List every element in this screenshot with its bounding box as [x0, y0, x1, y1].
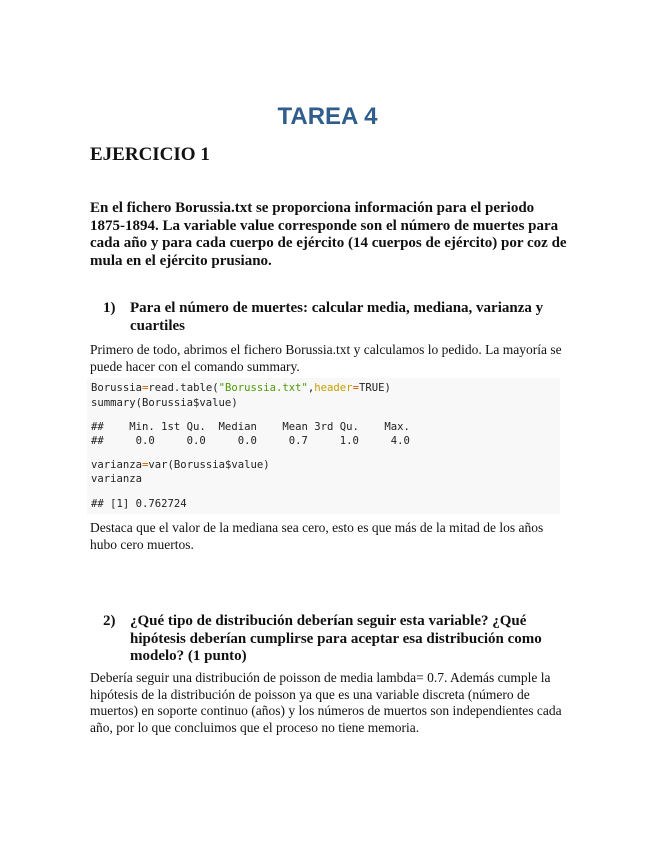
answer-paragraph-2: Destaca que el valor de la mediana sea cero, esto es que más de la mitad de los años hubo cero muertos.: [90, 520, 544, 552]
question-number: 2): [103, 613, 116, 629]
answer-paragraph-1: Primero de todo, abrimos el fichero Borussia.txt y calculamos lo pedido. La mayoría se puede hacer con el comando summary.: [90, 342, 562, 374]
section-heading: EJERCICIO 1: [90, 144, 210, 165]
code-line: Borussia=read.table("Borussia.txt",header=TRUE): [91, 382, 391, 394]
code-output: ## [1] 0.762724: [91, 498, 187, 510]
answer-paragraph-3: Debería seguir una distribución de poisson de media lambda= 0.7. Además cumple la hipótesis de la distribución de poisson ya que es una variable discreta (número de muertos) en soporte continuo (años) y los números de muertos son independientes cada año, por lo que concluimos que el proceso no tiene memoria.: [90, 670, 562, 735]
question-text: Para el número de muertes: calcular media, mediana, varianza y cuartiles: [130, 300, 544, 334]
code-line: varianza=var(Borussia$value): [91, 459, 270, 471]
code-block: [87, 378, 560, 514]
question-2: [90, 613, 560, 666]
question-number: 1): [103, 300, 116, 316]
code-output: ## Min. 1st Qu. Median Mean 3rd Qu. Max.: [91, 421, 410, 433]
code-line: summary(Borussia$value): [91, 397, 238, 409]
question-text: ¿Qué tipo de distribución deberían seguir esta variable? ¿Qué hipótesis deberían cumplirse para aceptar esa distribución como modelo? (1 punto): [130, 613, 542, 664]
intro-paragraph: En el fichero Borussia.txt se proporciona información para el periodo 1875-1894. La variable value corresponde son el número de muertes para cada año y para cada cuerpo de ejército (14 cuerpos de ejército) por coz de mula en el ejército prusiano.: [90, 200, 567, 269]
question-1: [90, 300, 560, 335]
code-output: ## 0.0 0.0 0.0 0.7 1.0 4.0: [91, 435, 410, 447]
document-title: TAREA 4: [277, 103, 378, 130]
code-line: varianza: [91, 473, 143, 485]
